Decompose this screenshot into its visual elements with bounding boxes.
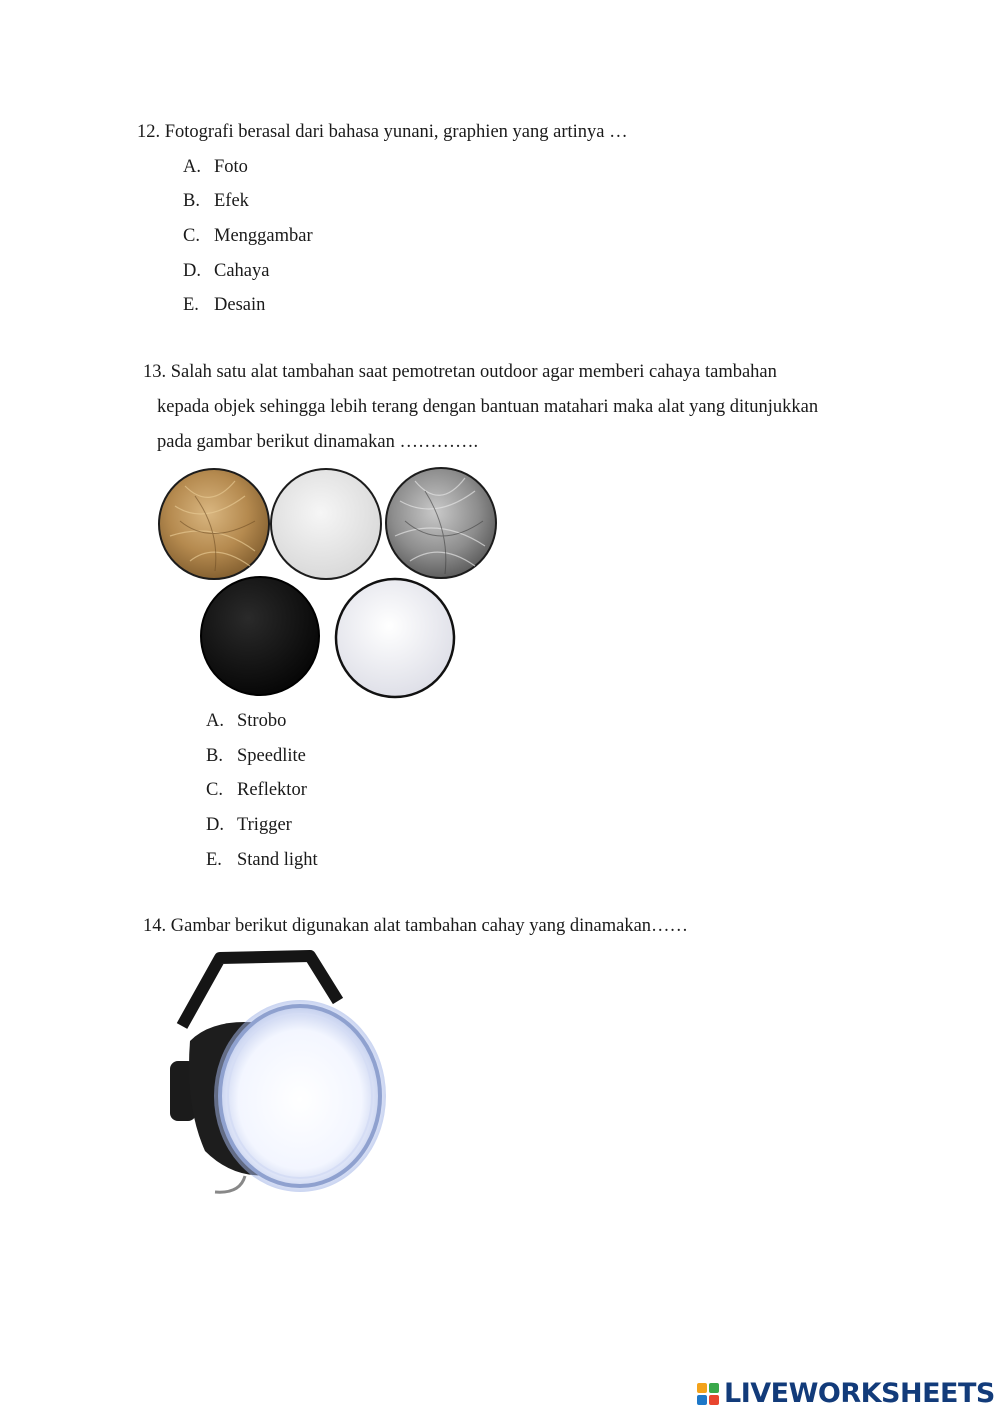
option-letter: C. (183, 226, 200, 246)
q12-option-d[interactable] (183, 260, 269, 282)
white-disc (271, 469, 381, 579)
option-letter: C. (206, 780, 223, 800)
translucent-disc (336, 579, 454, 697)
logo-grid-icon (697, 1383, 719, 1405)
gold-disc (159, 469, 269, 579)
option-text: Reflektor (237, 780, 307, 800)
q13-option-d[interactable] (206, 814, 292, 836)
q12-option-b[interactable] (183, 190, 249, 212)
option-text: Speedlite (237, 746, 306, 766)
question-14-text: 14. Gambar berikut digunakan alat tambahan cahay yang dinamakan…… (143, 916, 689, 936)
q13-option-a[interactable] (206, 710, 286, 732)
q12-option-c[interactable] (183, 225, 313, 247)
reflector-discs-image (155, 466, 505, 700)
option-text: Stand light (237, 850, 318, 870)
black-disc (201, 577, 319, 695)
option-letter: E. (183, 295, 199, 315)
q13-option-e[interactable] (206, 849, 318, 871)
option-letter: A. (183, 157, 201, 177)
q12-option-a[interactable] (183, 156, 248, 178)
q12-option-e[interactable] (183, 294, 265, 316)
q13-option-b[interactable] (206, 745, 306, 767)
question-13-line-3: pada gambar berikut dinamakan …………. (157, 432, 479, 452)
option-text: Cahaya (214, 261, 270, 281)
option-text: Desain (214, 295, 266, 315)
question-12-text: 12. Fotografi berasal dari bahasa yunani, graphien yang artinya … (137, 122, 628, 142)
option-text: Menggambar (214, 226, 313, 246)
option-letter: B. (183, 191, 200, 211)
silver-disc (386, 468, 496, 578)
liveworksheets-logo (697, 1378, 995, 1410)
q13-option-c[interactable] (206, 779, 307, 801)
question-13-line-1: 13. Salah satu alat tambahan saat pemotretan outdoor agar memberi cahaya tambahan (143, 362, 777, 382)
option-letter: D. (183, 261, 201, 281)
strobe-light-image (160, 946, 400, 1208)
logo-text: LIVEWORKSHEETS (724, 1378, 995, 1409)
option-letter: B. (206, 746, 223, 766)
option-text: Strobo (237, 711, 287, 731)
option-letter: D. (206, 815, 224, 835)
option-letter: E. (206, 850, 222, 870)
option-text: Efek (214, 191, 249, 211)
option-text: Foto (214, 157, 248, 177)
option-letter: A. (206, 711, 224, 731)
question-13-line-2: kepada objek sehingga lebih terang dengan bantuan matahari maka alat yang ditunjukkan (157, 397, 819, 417)
option-text: Trigger (237, 815, 292, 835)
